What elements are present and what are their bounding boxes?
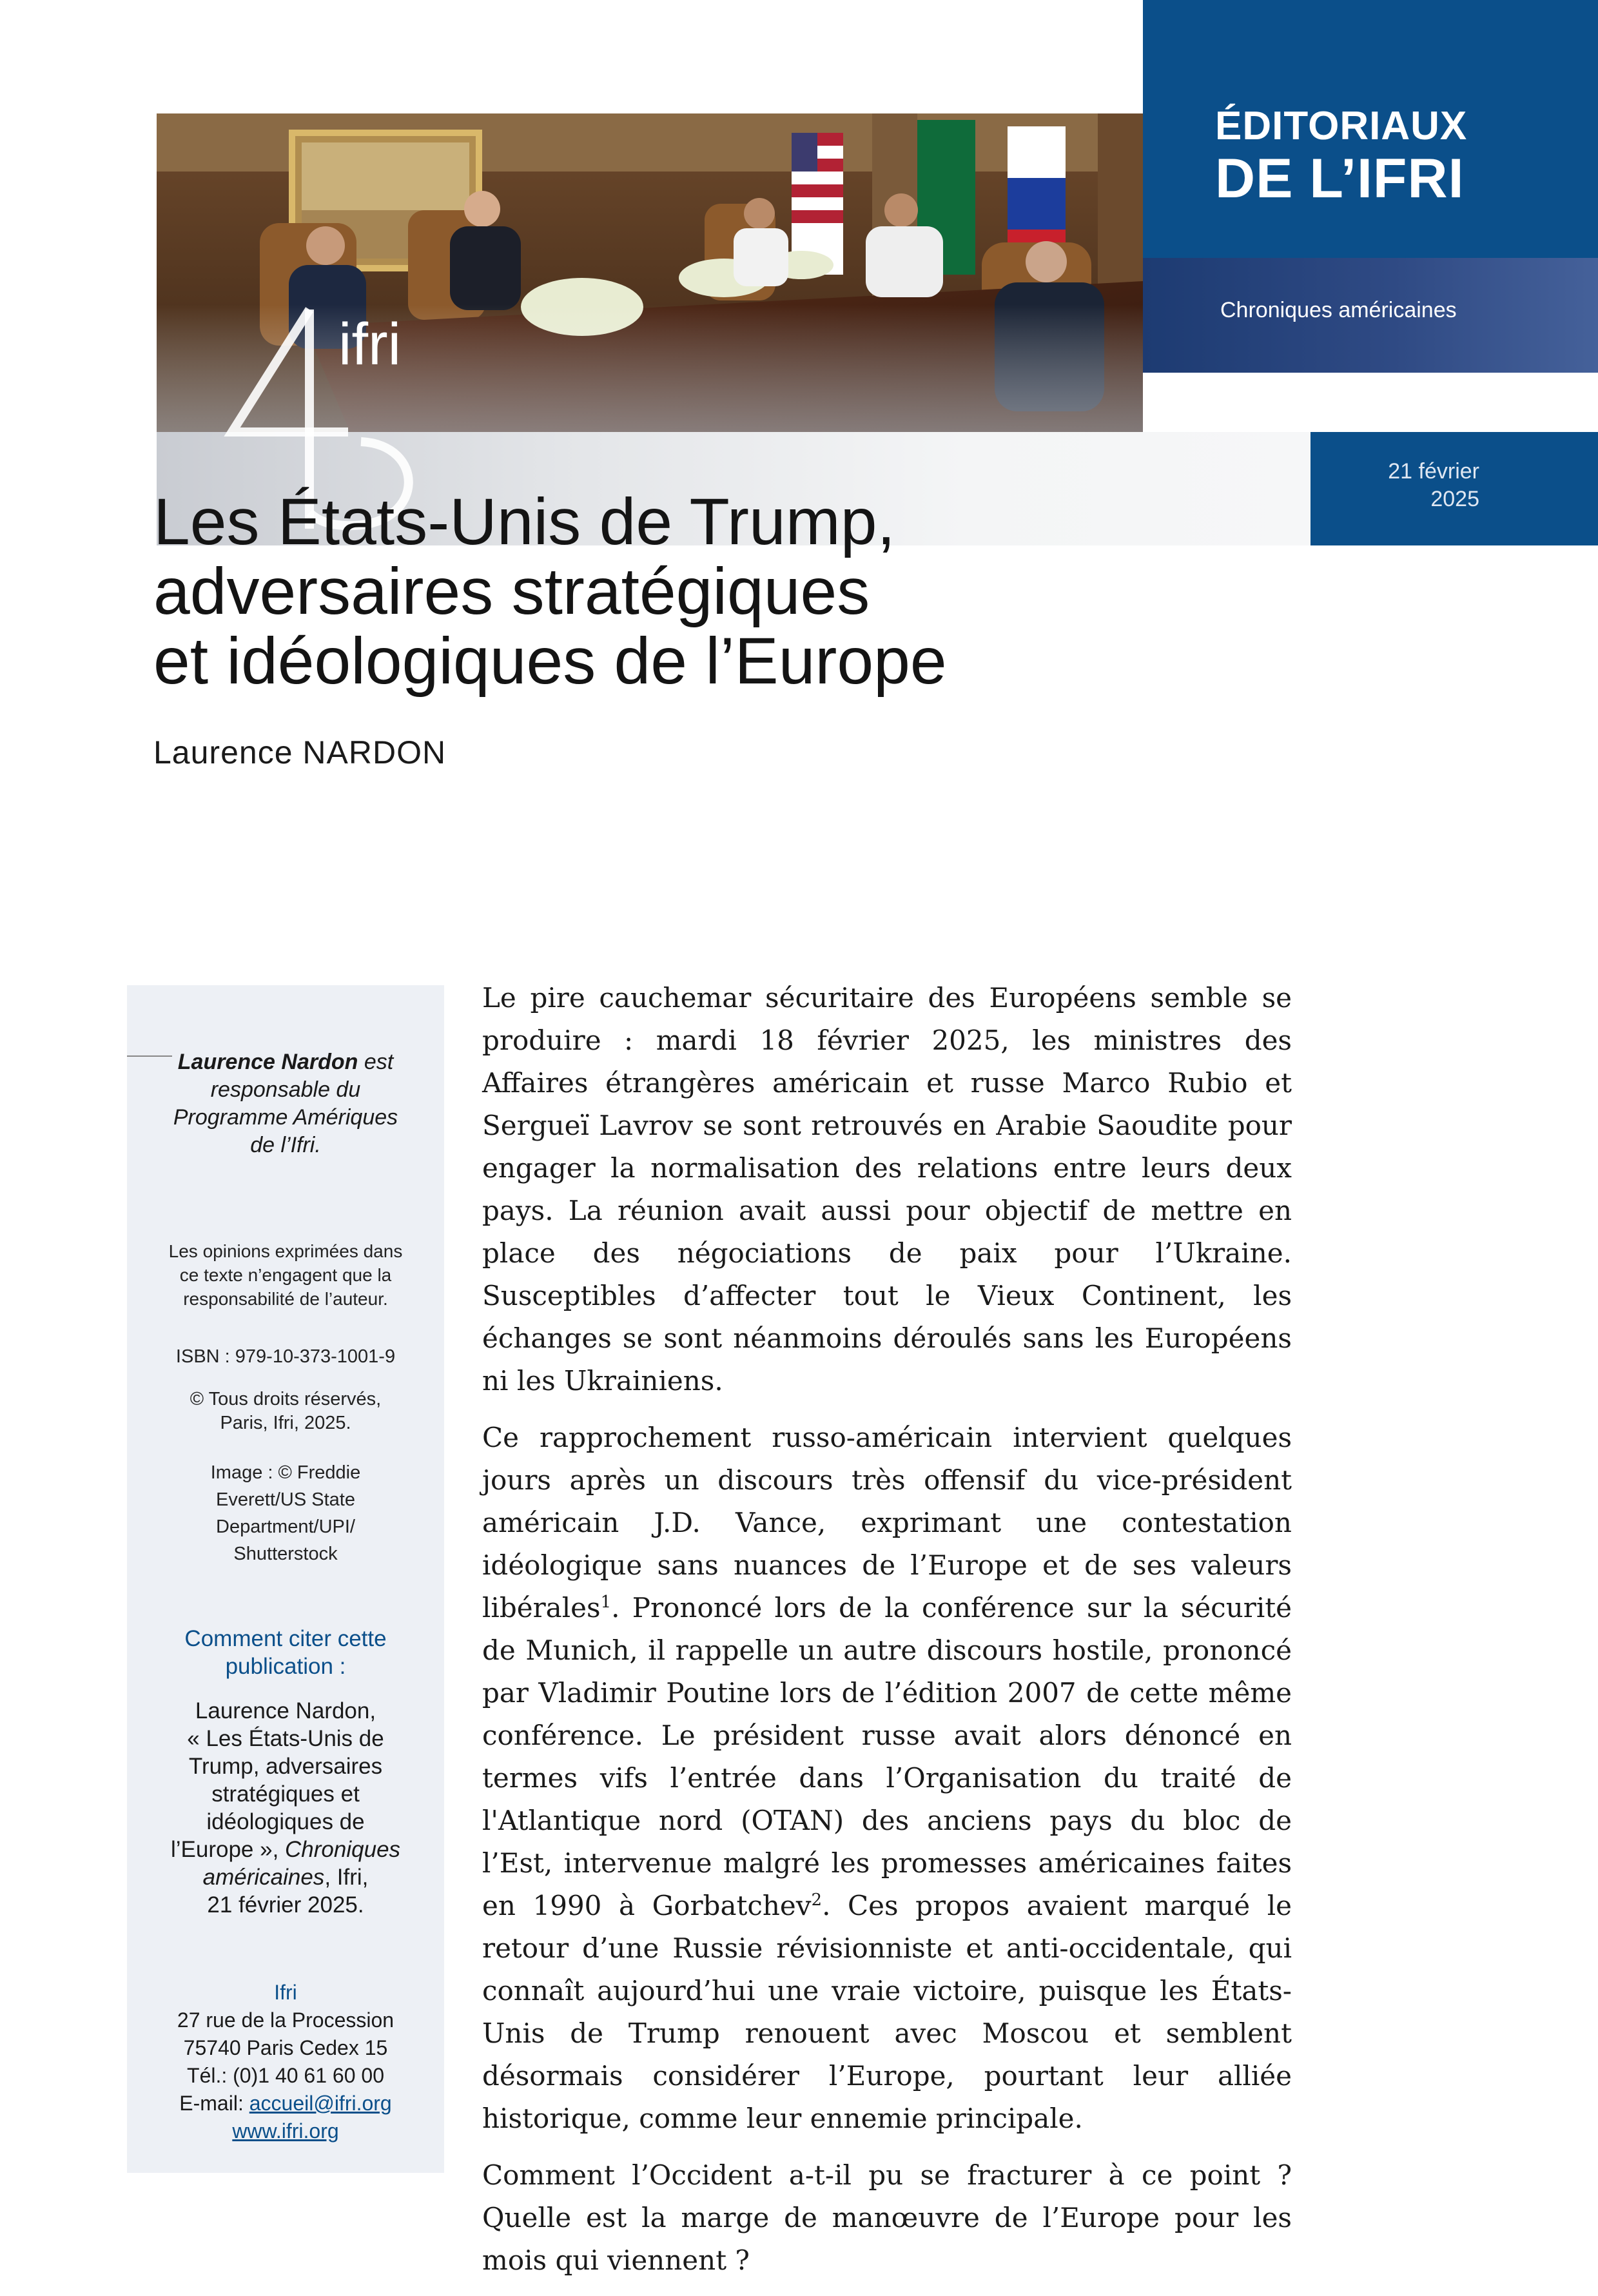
copyright: © Tous droits réservés, Paris, Ifri, 2025.: [190, 1389, 382, 1433]
svg-text:ifri: ifri: [338, 311, 402, 377]
email-link[interactable]: accueil@ifri.org: [249, 2092, 392, 2115]
ifri-heading: Ifri: [274, 1981, 297, 2004]
footnote-ref-2[interactable]: 2: [811, 1890, 823, 1910]
brand-line-2: DE L’IFRI: [1215, 148, 1465, 210]
title-line: et idéologiques de l’Europe: [153, 624, 947, 698]
series-label: Chroniques américaines: [1220, 298, 1457, 322]
author-name: Laurence NARDON: [153, 734, 447, 770]
paragraph-3: Comment l’Occident a-t-il pu se fracturer à ce point ? Quelle est la marge de manœuvre de l’Europe pour les mois qui viennent ?: [482, 2159, 1292, 2276]
bio-name: Laurence Nardon: [177, 1050, 358, 1074]
image-credit: Image : © Freddie Everett/US State Department/UPI/ Shutterstock: [210, 1462, 361, 1564]
publication-date-day: 21 février: [1388, 459, 1479, 484]
paragraph-1: Le pire cauchemar sécuritaire des Européens semble se produire : mardi 18 février 2025, les ministres des Affaires étrangères américain et russe Marco Rubio et Sergueï Lavrov se sont retrouvés en Arabie Saoudite pour engager la normalisation des relations entre leurs deux pays. La réunion avait aussi pour objectif de mettre en place des négociations de paix pour l’Ukraine. Susceptibles d’affecter tout le Vieux Continent, les échanges se sont néanmoins déroulés sans les Européens ni les Ukrainiens.: [482, 982, 1292, 1397]
disclaimer: Les opinions exprimées dans ce texte n’engagent que la responsabilité de l’auteur.: [168, 1241, 403, 1309]
website-link[interactable]: www.ifri.org: [232, 2119, 339, 2143]
title-line: adversaires stratégiques: [153, 554, 870, 628]
article-title: [153, 487, 1120, 696]
citation-heading: Comment citer cette publication :: [184, 1626, 387, 1679]
brand-line-1: ÉDITORIAUX: [1215, 104, 1468, 148]
author-bio: Laurence Nardon est responsable du Programme Amériques de l’Ifri.: [173, 1050, 398, 1157]
citation-text: Laurence Nardon, « Les États-Unis de Trump, adversaires stratégiques et idéologiques de l’Europe », Chroniques américaines, Ifri, 21 février 2025.: [170, 1698, 401, 1918]
footnote-ref-1[interactable]: 1: [600, 1593, 612, 1612]
isbn: ISBN : 979-10-373-1001-9: [175, 1346, 396, 1367]
title-line: Les États-Unis de Trump,: [153, 485, 895, 558]
paragraph-2: Ce rapprochement russo-américain intervient quelques jours après un discours très offensif du vice-président américain J.D. Vance, exprimant une contestation idéologique sans nuances de l’Europe et de ses valeurs libérales$^1$. Prononcé lors de la conférence sur la sécurité de Munich, il rappelle un autre discours hostile, prononcé par Vladimir Poutine lors de l’édition 2007 de cette même conférence. Le président russe avait alors dénoncé en termes vifs l’entrée dans l’Organisation du traité de l'Atlantique nord (OTAN) des anciens pays du bloc de l’Est, intervenue malgré les promesses américaines faites en 1990 à Gorbatchev$^2$. Ces propos avaient marqué le retour d’une Russie révisionniste et anti-occidentale, qui connaît aujourd’hui une vraie victoire, puisque les États-Unis de Trump renouent avec Moscou et semblent désormais considérer l’Europe, pourtant leur alliée historique, comme leur ennemie principale.: [482, 1422, 1292, 2134]
ifri-address: 27 rue de la Procession 75740 Paris Cedex 15 Tél.: (0)1 40 61 60 00 E-mail: accueil@ifri.org www.ifri.org: [177, 2008, 395, 2143]
article-body: [482, 977, 1292, 2296]
publication-date-year: 2025: [1430, 487, 1479, 511]
